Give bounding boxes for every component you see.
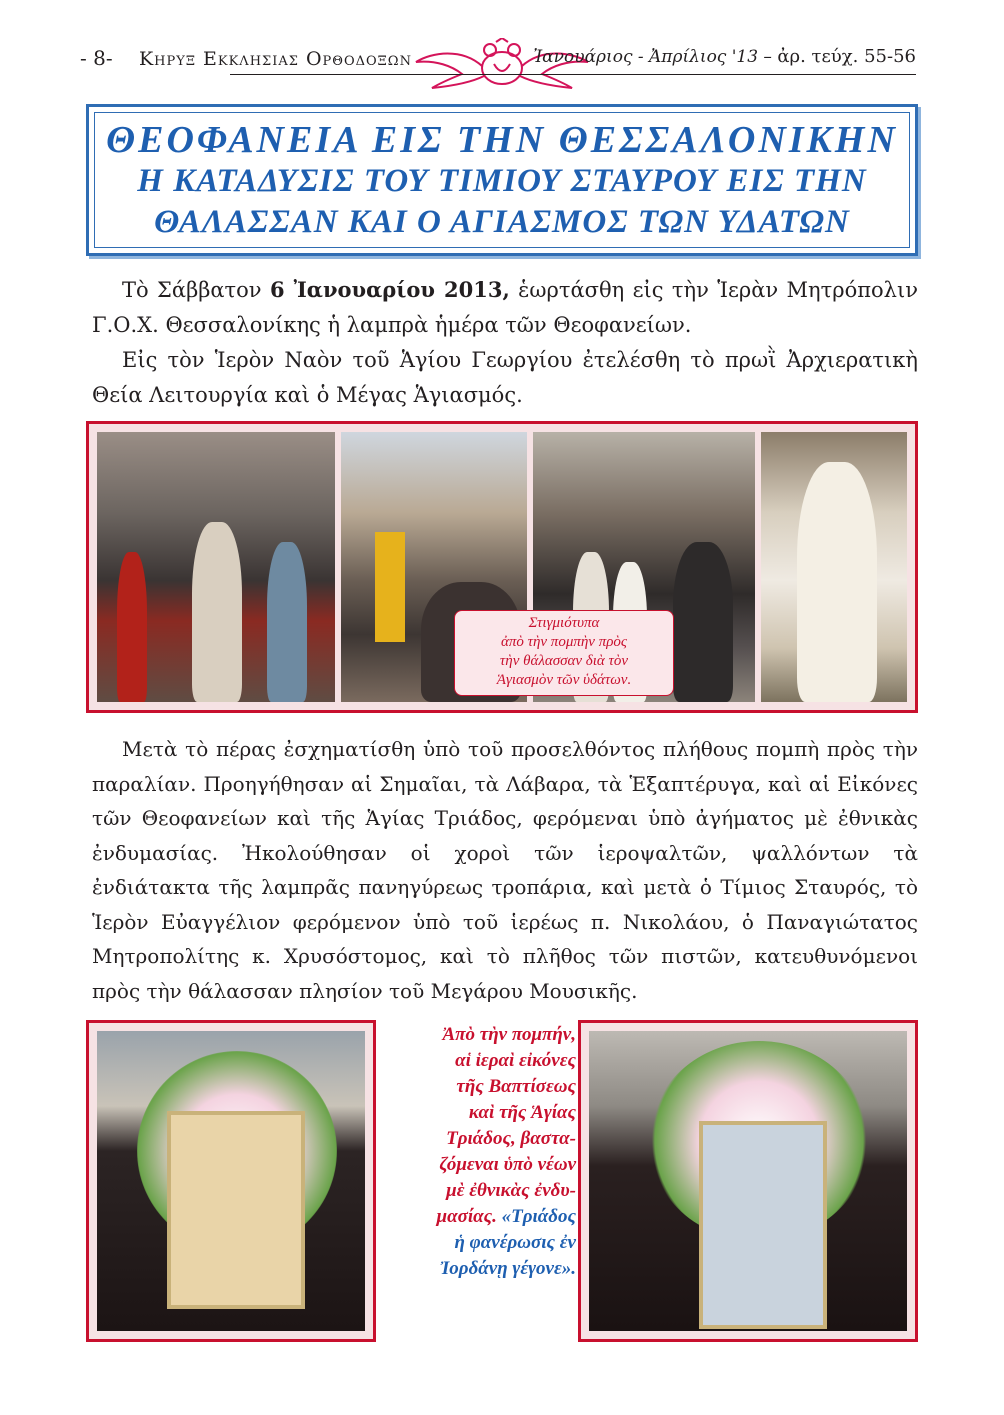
header-left — [80, 46, 412, 70]
icons-caption-line: Τριάδος, βαστα- — [446, 1128, 576, 1149]
page-number: - 8- — [80, 46, 113, 70]
body-paragraph: Μετὰ τὸ πέρας ἐσχηματίσθη ὑπὸ τοῦ προσελθόντος πλήθους πομπὴ πρὸς τὴν παραλίαν. Προηγήθησαν αἱ Σημαῖαι, τὰ Λάβαρα, τὰ Ἑξαπτέρυγα, καὶ αἱ Εἰκόνες τῶν Θεοφανείων καὶ τῆς Ἁγίας Τριάδος, φερόμεναι ὑπὸ ἀγήματος μὲ ἐθνικὰς ἐνδυμασίας. Ἠκολούθησαν οἱ χοροὶ τῶν ἱεροψαλτῶν, ψαλλόντων τὰ ἐνδιάτακτα τῆς λαμπρᾶς πανηγύρεως τροπάρια, καὶ μετὰ ὁ Τίμιος Σταυρός, τὸ Ἱερὸν Εὐαγγέλιον φερόμενον ὑπὸ τοῦ ἱερέως π. Νικολάου, ὁ Παναγιώτατος Μητροπολίτης κ. Χρυσόστομος, καὶ τὸ πλῆθος τῶν πιστῶν, κατευθυνόμενοι πρὸς τὴν θάλασσαν πλησίον τοῦ Μεγάρου Μουσικῆς. — [92, 737, 918, 1003]
photo-caption-line: Ἁγιασμὸν τῶν ὑδάτων. — [496, 672, 632, 688]
hymn-quote: Ἰορδάνῃ γέγονε». — [440, 1258, 576, 1279]
intro-p1-end: ἑωρτάσθη εἰς τὴν Ἱερὰν Μητρόπολιν Γ.Ο.Χ. Θεσσαλονίκης ἡ λαμπρὰ ἡμέρα τῶν Θεοφανείων. — [92, 278, 918, 337]
intro-paragraph-1 — [92, 272, 918, 343]
banner-flag — [375, 532, 405, 642]
procession-photo-strip — [86, 421, 918, 713]
title-line-1: ΘΕΟΦΑΝΕΙΑ ΕΙΣ ΤΗΝ ΘΕΣΣΑΛΟΝΙΚΗΝ — [106, 119, 898, 161]
baptism-icon-photo — [578, 1020, 918, 1342]
photo-image — [97, 1031, 365, 1331]
issue-date: Ἰανουάριος - Ἀπρίλιος '13 – — [533, 47, 772, 67]
procession-photo-4 — [761, 432, 907, 702]
photo-caption-line: ἀπὸ τὴν πομπὴν πρὸς — [500, 634, 628, 650]
intro-date: 6 Ἰανουαρίου 2013, — [269, 277, 510, 302]
icons-caption-text: μασίας. — [436, 1206, 502, 1227]
hymn-quote: ἡ φανέρωσις ἐν — [454, 1232, 576, 1253]
photo-caption-line: τὴν θάλασσαν διὰ τὸν — [499, 653, 629, 669]
intro-text — [92, 272, 918, 413]
intro-paragraph-2: Εἰς τὸν Ἱερὸν Ναὸν τοῦ Ἁγίου Γεωργίου ἐτελέσθη τὸ πρωῒ Ἀρχιερατικὴ Θεία Λειτουργία καὶ ὁ Μέγας Ἁγιασμός. — [92, 348, 918, 407]
icons-caption-line: Ἀπὸ τὴν πομπήν, — [442, 1024, 576, 1045]
header-right — [533, 46, 916, 67]
holy-trinity-icon-photo — [86, 1020, 376, 1342]
icons-caption-line — [380, 1204, 576, 1230]
title-line-3: ΘΑΛΑΣΣΑΝ ΚΑΙ Ο ΑΓΙΑΣΜΟΣ ΤΩΝ ΥΔΑΤΩΝ — [154, 204, 850, 240]
icons-caption-line: μὲ ἐθνικὰς ἐνδυ- — [446, 1180, 576, 1201]
icons-caption — [380, 1022, 576, 1282]
title-line-2: Η ΚΑΤΑΔΥΣΙΣ ΤΟΥ ΤΙΜΙΟΥ ΣΤΑΥΡΟΥ ΕΙΣ ΤΗΝ — [137, 163, 867, 199]
page-header — [80, 38, 916, 88]
issue-number: ἀρ. τεύχ. 55-56 — [777, 46, 916, 67]
body-text — [92, 732, 918, 1008]
icons-caption-line: καὶ τῆς Ἁγίας — [468, 1102, 576, 1123]
icons-caption-line: αἱ ἱεραὶ εἰκόνες — [455, 1050, 576, 1071]
photo-strip-caption — [454, 610, 674, 696]
publication-name: Κηρυξ Εκκλησιας Ορθοδοξων — [138, 48, 412, 70]
article-title-box — [86, 104, 918, 256]
procession-photo-1 — [97, 432, 335, 702]
photo-caption-line: Στιγμιότυπα — [528, 615, 600, 631]
article-title — [94, 112, 910, 248]
photo-image — [589, 1031, 907, 1331]
intro-p1-start: Τὸ Σάββατον — [122, 278, 270, 302]
header-rule — [230, 74, 916, 75]
icons-caption-line: τῆς Βαπτίσεως — [456, 1076, 576, 1097]
icons-caption-line: ζόμεναι ὑπὸ νέων — [439, 1154, 576, 1175]
hymn-quote: «Τριάδος — [501, 1206, 576, 1227]
